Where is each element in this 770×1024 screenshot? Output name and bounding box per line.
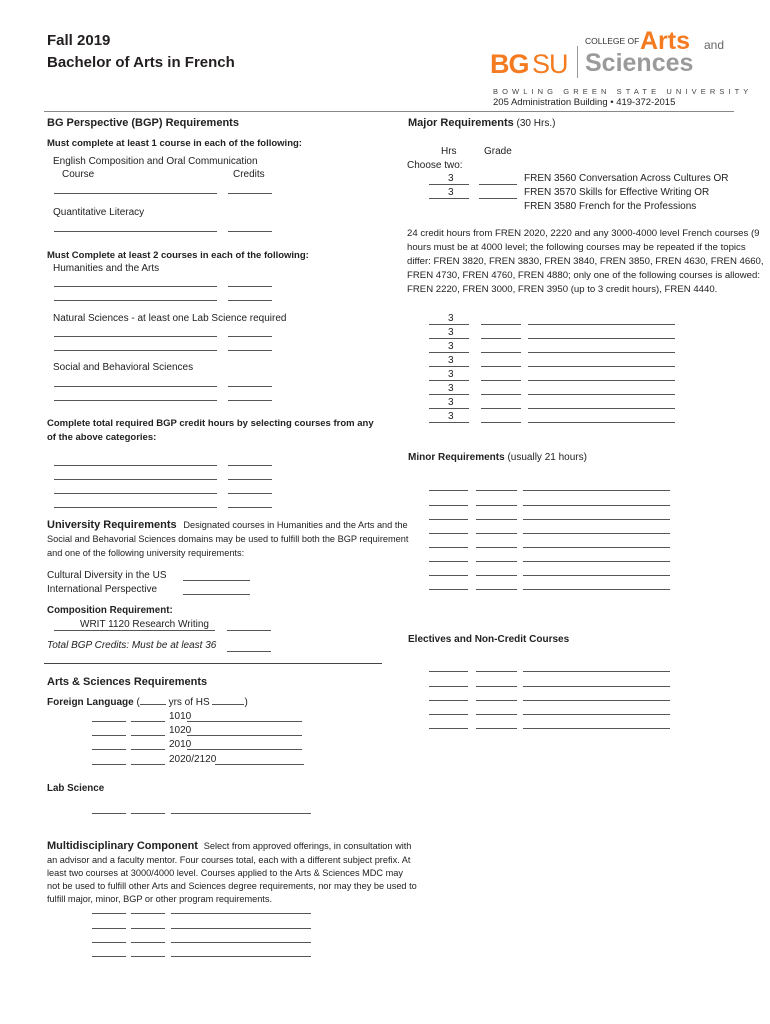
eng-comp-label: English Composition and Oral Communication [53,156,258,167]
choose-hrs-1: 3 [448,173,454,184]
soc-course-blank-2 [54,400,217,401]
cultural-blank [183,580,250,581]
major-hours: (30 Hrs.) [516,118,556,129]
any-credit-blank-2 [228,479,272,480]
eng-credit-blank [228,193,272,194]
university-heading: University Requirements [47,519,177,531]
must-two-note: Must Complete at least 2 courses in each of the following: [47,250,309,261]
foreign-language-line: Foreign Language ( yrs of HS ) [47,697,248,708]
any-course-blank-1 [54,465,217,466]
social-label: Social and Behavioral Sciences [53,362,194,373]
minor-heading: Minor Requirements [408,452,505,463]
major-desc-3: differ: FREN 3820, FREN 3830, FREN 3840, FREN 3850, FREN 4630, FREN 4660, [407,256,764,267]
fren-option-2: FREN 3570 Skills for Effective Writing OR [524,187,710,198]
hum-course-blank-1 [54,286,217,287]
hum-credit-blank-1 [228,286,272,287]
lab-blank-1 [92,813,126,814]
lab-blank-3 [171,813,311,814]
arts-sciences-heading: Arts & Sciences Requirements [47,676,208,688]
minor-hours: (usually 21 hours) [507,452,587,463]
fl-course-1020: 1020 [169,725,192,736]
grade-col: Grade [484,146,512,157]
address-line: 205 Administration Building • 419-372-2015 [493,97,676,108]
major-row-hrs: 3 [448,369,454,380]
bgp-heading: BG Perspective (BGP) Requirements [47,117,239,129]
major-row-hrs: 3 [448,327,454,338]
header-rule [44,111,734,112]
mdc-line-4: fulfill major, minor, BGP or other program requirements. [47,894,273,904]
mdc-inline: Select from approved offerings, in consultation with [203,841,412,851]
major-row-hrs: 3 [448,313,454,324]
hrs-col: Hrs [441,146,457,157]
major-desc-4: FREN 4730, FREN 4760, FREN 4880; only one of the following courses is allowed: [407,270,761,281]
quant-label: Quantitative Literacy [53,207,145,218]
major-desc-1: 24 credit hours from FREN 2020, 2220 and any 3000-4000 level French courses (9 [407,228,760,239]
logo-and: and [704,38,725,52]
logo-bg: BG [490,49,529,79]
hum-course-blank-2 [54,300,217,301]
fren-option-3: FREN 3580 French for the Professions [524,201,697,212]
total-bgp: Total BGP Credits: Must be at least 36 [47,640,217,651]
major-heading-line [408,117,555,131]
writ-blank [54,630,215,631]
mdc-line-1: an advisor and a faculty mentor. Four courses total, each with a different subject prefix. At [47,855,411,865]
lab-science-label: Lab Science [47,783,105,794]
soc-course-blank-1 [54,386,217,387]
international-label: International Perspective [47,584,158,595]
humanities-label: Humanities and the Arts [53,263,160,274]
major-row-hrs: 3 [448,355,454,366]
writ-credit-blank [227,630,271,631]
composition-heading: Composition Requirement: [47,605,173,616]
university-desc-3: and one of the following university requirements: [47,548,245,558]
writ-course: WRIT 1120 Research Writing [80,619,209,630]
nat-course-blank-1 [54,336,217,337]
logo-university: BOWLING GREEN STATE UNIVERSITY [493,87,753,96]
foreign-mid: yrs of HS [168,697,210,708]
major-row-hrs: 3 [448,383,454,394]
any-course-blank-3 [54,493,217,494]
soc-credit-blank-2 [228,400,272,401]
university-desc-inline: Designated courses in Humanities and the Arts and the [183,520,408,530]
mdc-heading: Multidisciplinary Component [47,840,198,852]
natural-label: Natural Sciences - at least one Lab Science required [53,313,287,324]
university-heading-line [47,519,408,533]
electives-heading: Electives and Non-Credit Courses [408,634,570,645]
major-row-hrs: 3 [448,411,454,422]
logo-divider [577,46,578,78]
choose-hrs-blank-1 [429,184,469,185]
nat-credit-blank-1 [228,336,272,337]
university-desc-2: Social and Behavorial Sciences domains may be used to fulfill both the BGP requirement [47,534,409,544]
major-row-hrs: 3 [448,397,454,408]
eng-course-blank [54,193,217,194]
complete-note-2: of the above categories: [47,432,157,443]
quant-course-blank [54,231,217,232]
nat-course-blank-2 [54,350,217,351]
any-course-blank-2 [54,479,217,480]
bgsu-logo [490,27,753,102]
logo-sciences: Sciences [585,49,694,77]
logo-college-of: COLLEGE OF [585,36,640,46]
mdc-line-3: not be used to fulfill other Arts and Sciences degree requirements, nor may they be used to [47,881,417,891]
logo-arts: Arts [640,27,691,55]
mdc-heading-line [47,840,411,854]
quant-credit-blank [228,231,272,232]
foreign-label: Foreign Language [47,697,134,708]
major-row-hrs: 3 [448,341,454,352]
major-desc-2: hours must be at 4000 level; the following courses may be repeated if the topics [407,242,746,253]
cultural-label: Cultural Diversity in the US [47,570,167,581]
international-blank [183,594,250,595]
hum-credit-blank-2 [228,300,272,301]
major-heading: Major Requirements [408,117,514,129]
credits-col: Credits [233,169,265,180]
choose-hrs-blank-2 [429,198,469,199]
degree-title: Bachelor of Arts in French [47,54,235,71]
any-credit-blank-3 [228,493,272,494]
choose-grade-blank-2 [479,198,517,199]
must-one-note: Must complete at least 1 course in each of the following: [47,138,302,149]
complete-note-1: Complete total required BGP credit hours by selecting courses from any [47,418,374,429]
logo-su: SU [532,49,568,79]
soc-credit-blank-1 [228,386,272,387]
any-course-blank-4 [54,507,217,508]
major-desc-5: FREN 2220, FREN 3000, FREN 3950 (up to 3 credit hours), FREN 4440. [407,284,718,295]
course-col: Course [62,169,95,180]
mdc-line-2: least two courses at 3000/4000 level. Courses applied to the Arts & Sciences MDC may [47,868,403,878]
term-title: Fall 2019 [47,32,111,49]
fl-course-1010: 1010 [169,711,192,722]
choose-two: Choose two: [407,160,463,171]
any-credit-blank-1 [228,465,272,466]
any-credit-blank-4 [228,507,272,508]
choose-grade-blank-1 [479,184,517,185]
total-bgp-blank [227,651,271,652]
section-rule-left [44,663,382,664]
minor-heading-line [408,452,587,465]
lab-blank-2 [131,813,165,814]
fren-option-1: FREN 3560 Conversation Across Cultures OR [524,173,729,184]
choose-hrs-2: 3 [448,187,454,198]
fl-course-2010: 2010 [169,739,192,750]
fl-course-2020-2120: 2020/2120 [169,754,217,765]
nat-credit-blank-2 [228,350,272,351]
